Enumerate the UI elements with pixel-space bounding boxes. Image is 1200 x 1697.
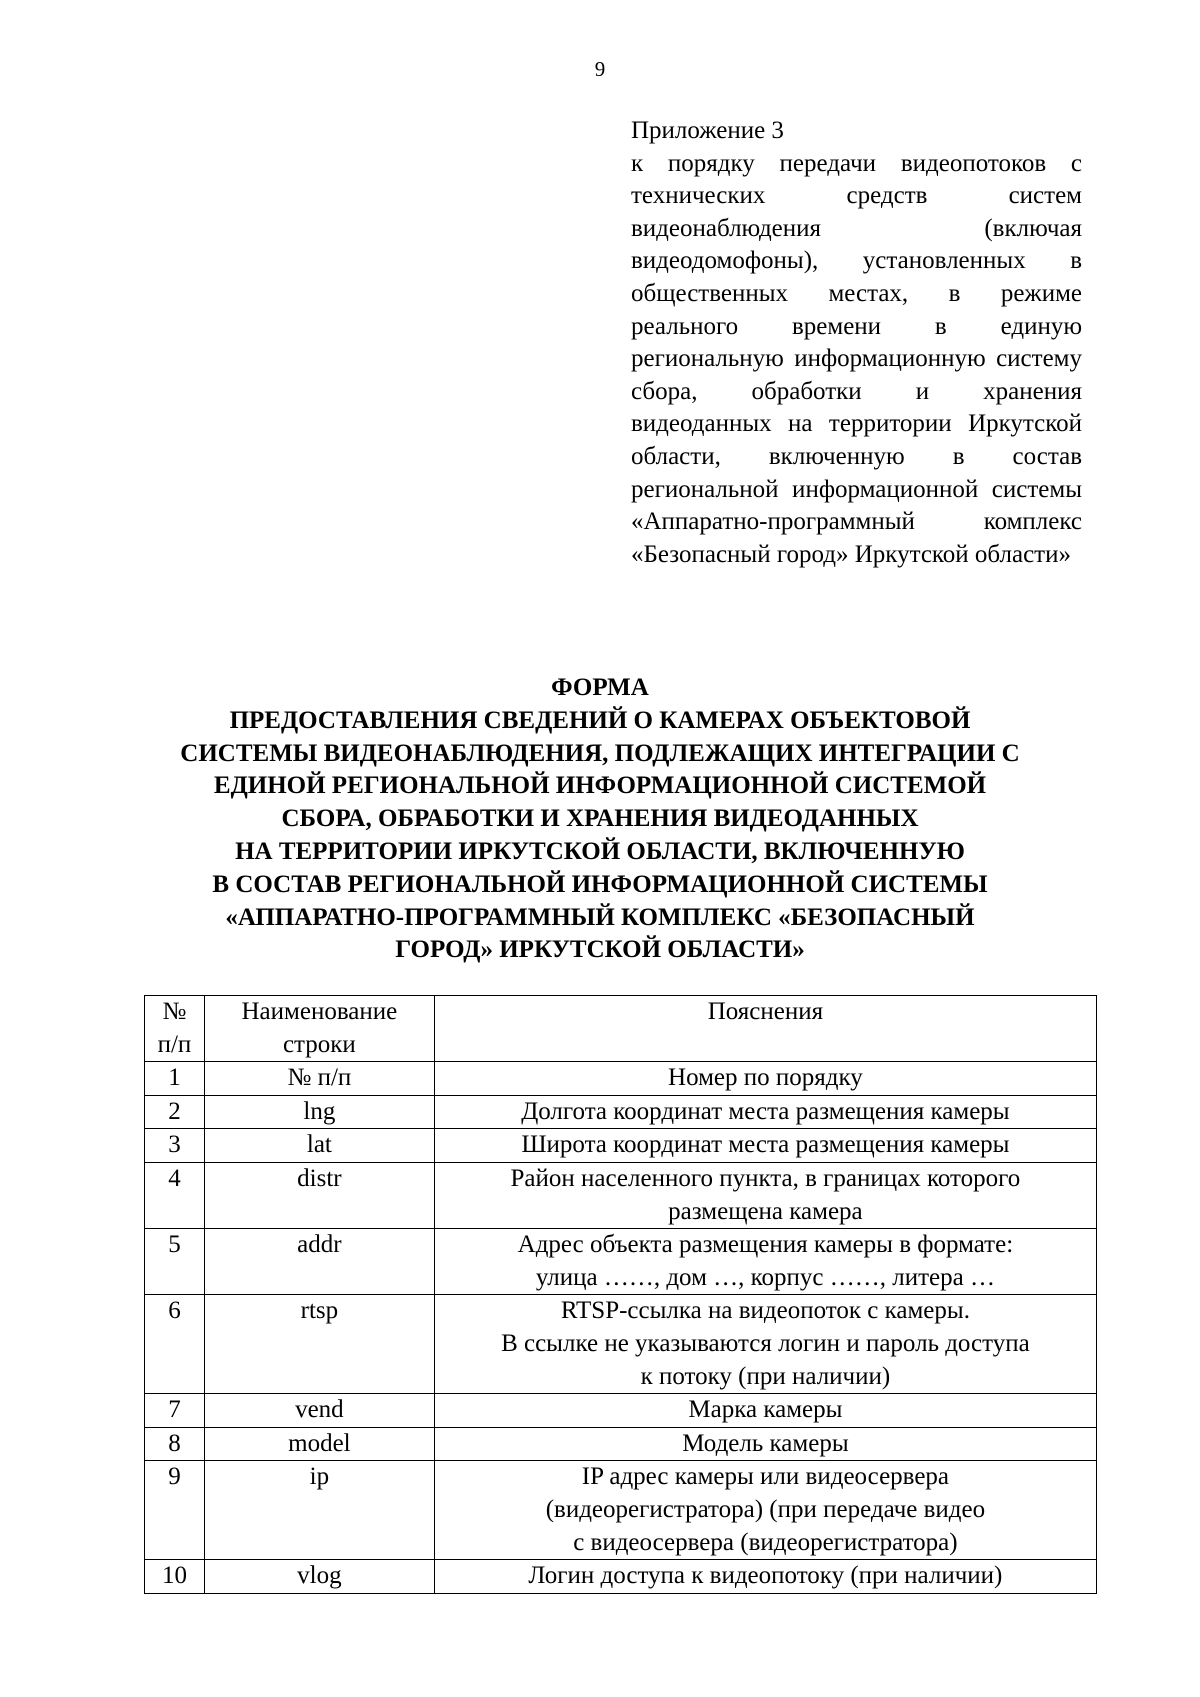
cell-desc: Номер по порядку [434,1062,1096,1096]
table-row [145,1062,1097,1096]
form-title [0,672,1200,967]
cell-num: 3 [145,1129,205,1163]
cell-desc: Модель камеры [434,1427,1096,1461]
form-title-line: ФОРМА [551,674,649,701]
table-row [145,1560,1097,1594]
table-header-row [145,996,1097,1062]
form-title-line: СБОРА, ОБРАБОТКИ И ХРАНЕНИЯ ВИДЕОДАННЫХ [281,805,919,833]
cell-name: vlog [204,1560,434,1594]
cell-desc: Логин доступа к видеопотоку (при наличии) [434,1560,1096,1594]
appendix-text: к порядку передачи видеопотоков с технических средств систем видеонаблюдения (включая видеодомофоны), установленных в общественных местах, в режиме реального времени в единую региональную информационную систему сбора, обработки и хранения видеоданных на территории Иркутской области, включенную в состав региональной информационной системы «Аппаратно-программный комплекс «Безопасный город» Иркутской области» [631,149,1082,568]
header-num: № п/п [145,996,205,1062]
form-title-line: В СОСТАВ РЕГИОНАЛЬНОЙ ИНФОРМАЦИОННОЙ СИСТЕМЫ [212,870,988,898]
cell-name: distr [204,1162,434,1228]
form-title-line: НА ТЕРРИТОРИИ ИРКУТСКОЙ ОБЛАСТИ, ВКЛЮЧЕННУЮ [235,837,965,865]
cell-num: 2 [145,1095,205,1129]
table-row [145,1295,1097,1394]
page-number: 9 [594,57,606,81]
form-title-line: ЕДИНОЙ РЕГИОНАЛЬНОЙ ИНФОРМАЦИОННОЙ СИСТЕМОЙ [213,772,987,800]
cell-num: 8 [145,1427,205,1461]
cell-desc: Район населенного пункта, в границах которого размещена камера [434,1162,1096,1228]
cell-desc: RTSP-ссылка на видеопоток с камеры. В ссылке не указываются логин и пароль доступа к потоку (при наличии) [434,1295,1096,1394]
form-title-line: ПРЕДОСТАВЛЕНИЯ СВЕДЕНИЙ О КАМЕРАХ ОБЪЕКТОВОЙ [229,706,971,734]
cell-num: 7 [145,1394,205,1428]
form-title-line: ГОРОД» ИРКУТСКОЙ ОБЛАСТИ» [395,936,805,964]
table-row [145,1095,1097,1129]
cell-name: lng [204,1095,434,1129]
cell-name: vend [204,1394,434,1428]
cell-name: addr [204,1229,434,1295]
cell-desc: Широта координат места размещения камеры [434,1129,1096,1163]
cell-desc: Долгота координат места размещения камеры [434,1095,1096,1129]
cell-num: 9 [145,1461,205,1560]
form-title-line: СИСТЕМЫ ВИДЕОНАБЛЮДЕНИЯ, ПОДЛЕЖАЩИХ ИНТЕГРАЦИИ С [180,739,1020,767]
cell-num: 10 [145,1560,205,1594]
camera-fields-table [144,995,1097,1594]
cell-desc: IP адрес камеры или видеосервера (видеорегистратора) (при передаче видео с видеосервера (видеорегистратора) [434,1461,1096,1560]
cell-num: 6 [145,1295,205,1394]
cell-name: rtsp [204,1295,434,1394]
cell-name: model [204,1427,434,1461]
table-row [145,1427,1097,1461]
cell-num: 5 [145,1229,205,1295]
header-name: Наименование строки [204,996,434,1062]
cell-name: № п/п [204,1062,434,1096]
cell-desc: Марка камеры [434,1394,1096,1428]
header-desc: Пояснения [434,996,1096,1062]
appendix-block [631,115,1082,571]
table-row [145,1394,1097,1428]
cell-name: lat [204,1129,434,1163]
cell-num: 4 [145,1162,205,1228]
table-row [145,1162,1097,1228]
cell-desc: Адрес объекта размещения камеры в формате: улица ……, дом …, корпус ……, литера … [434,1229,1096,1295]
cell-num: 1 [145,1062,205,1096]
table-row [145,1229,1097,1295]
table-row [145,1461,1097,1560]
form-title-line: «АППАРАТНО-ПРОГРАММНЫЙ КОМПЛЕКС «БЕЗОПАСНЫЙ [225,903,975,931]
table-row [145,1129,1097,1163]
cell-name: ip [204,1461,434,1560]
appendix-title: Приложение 3 [631,117,784,144]
